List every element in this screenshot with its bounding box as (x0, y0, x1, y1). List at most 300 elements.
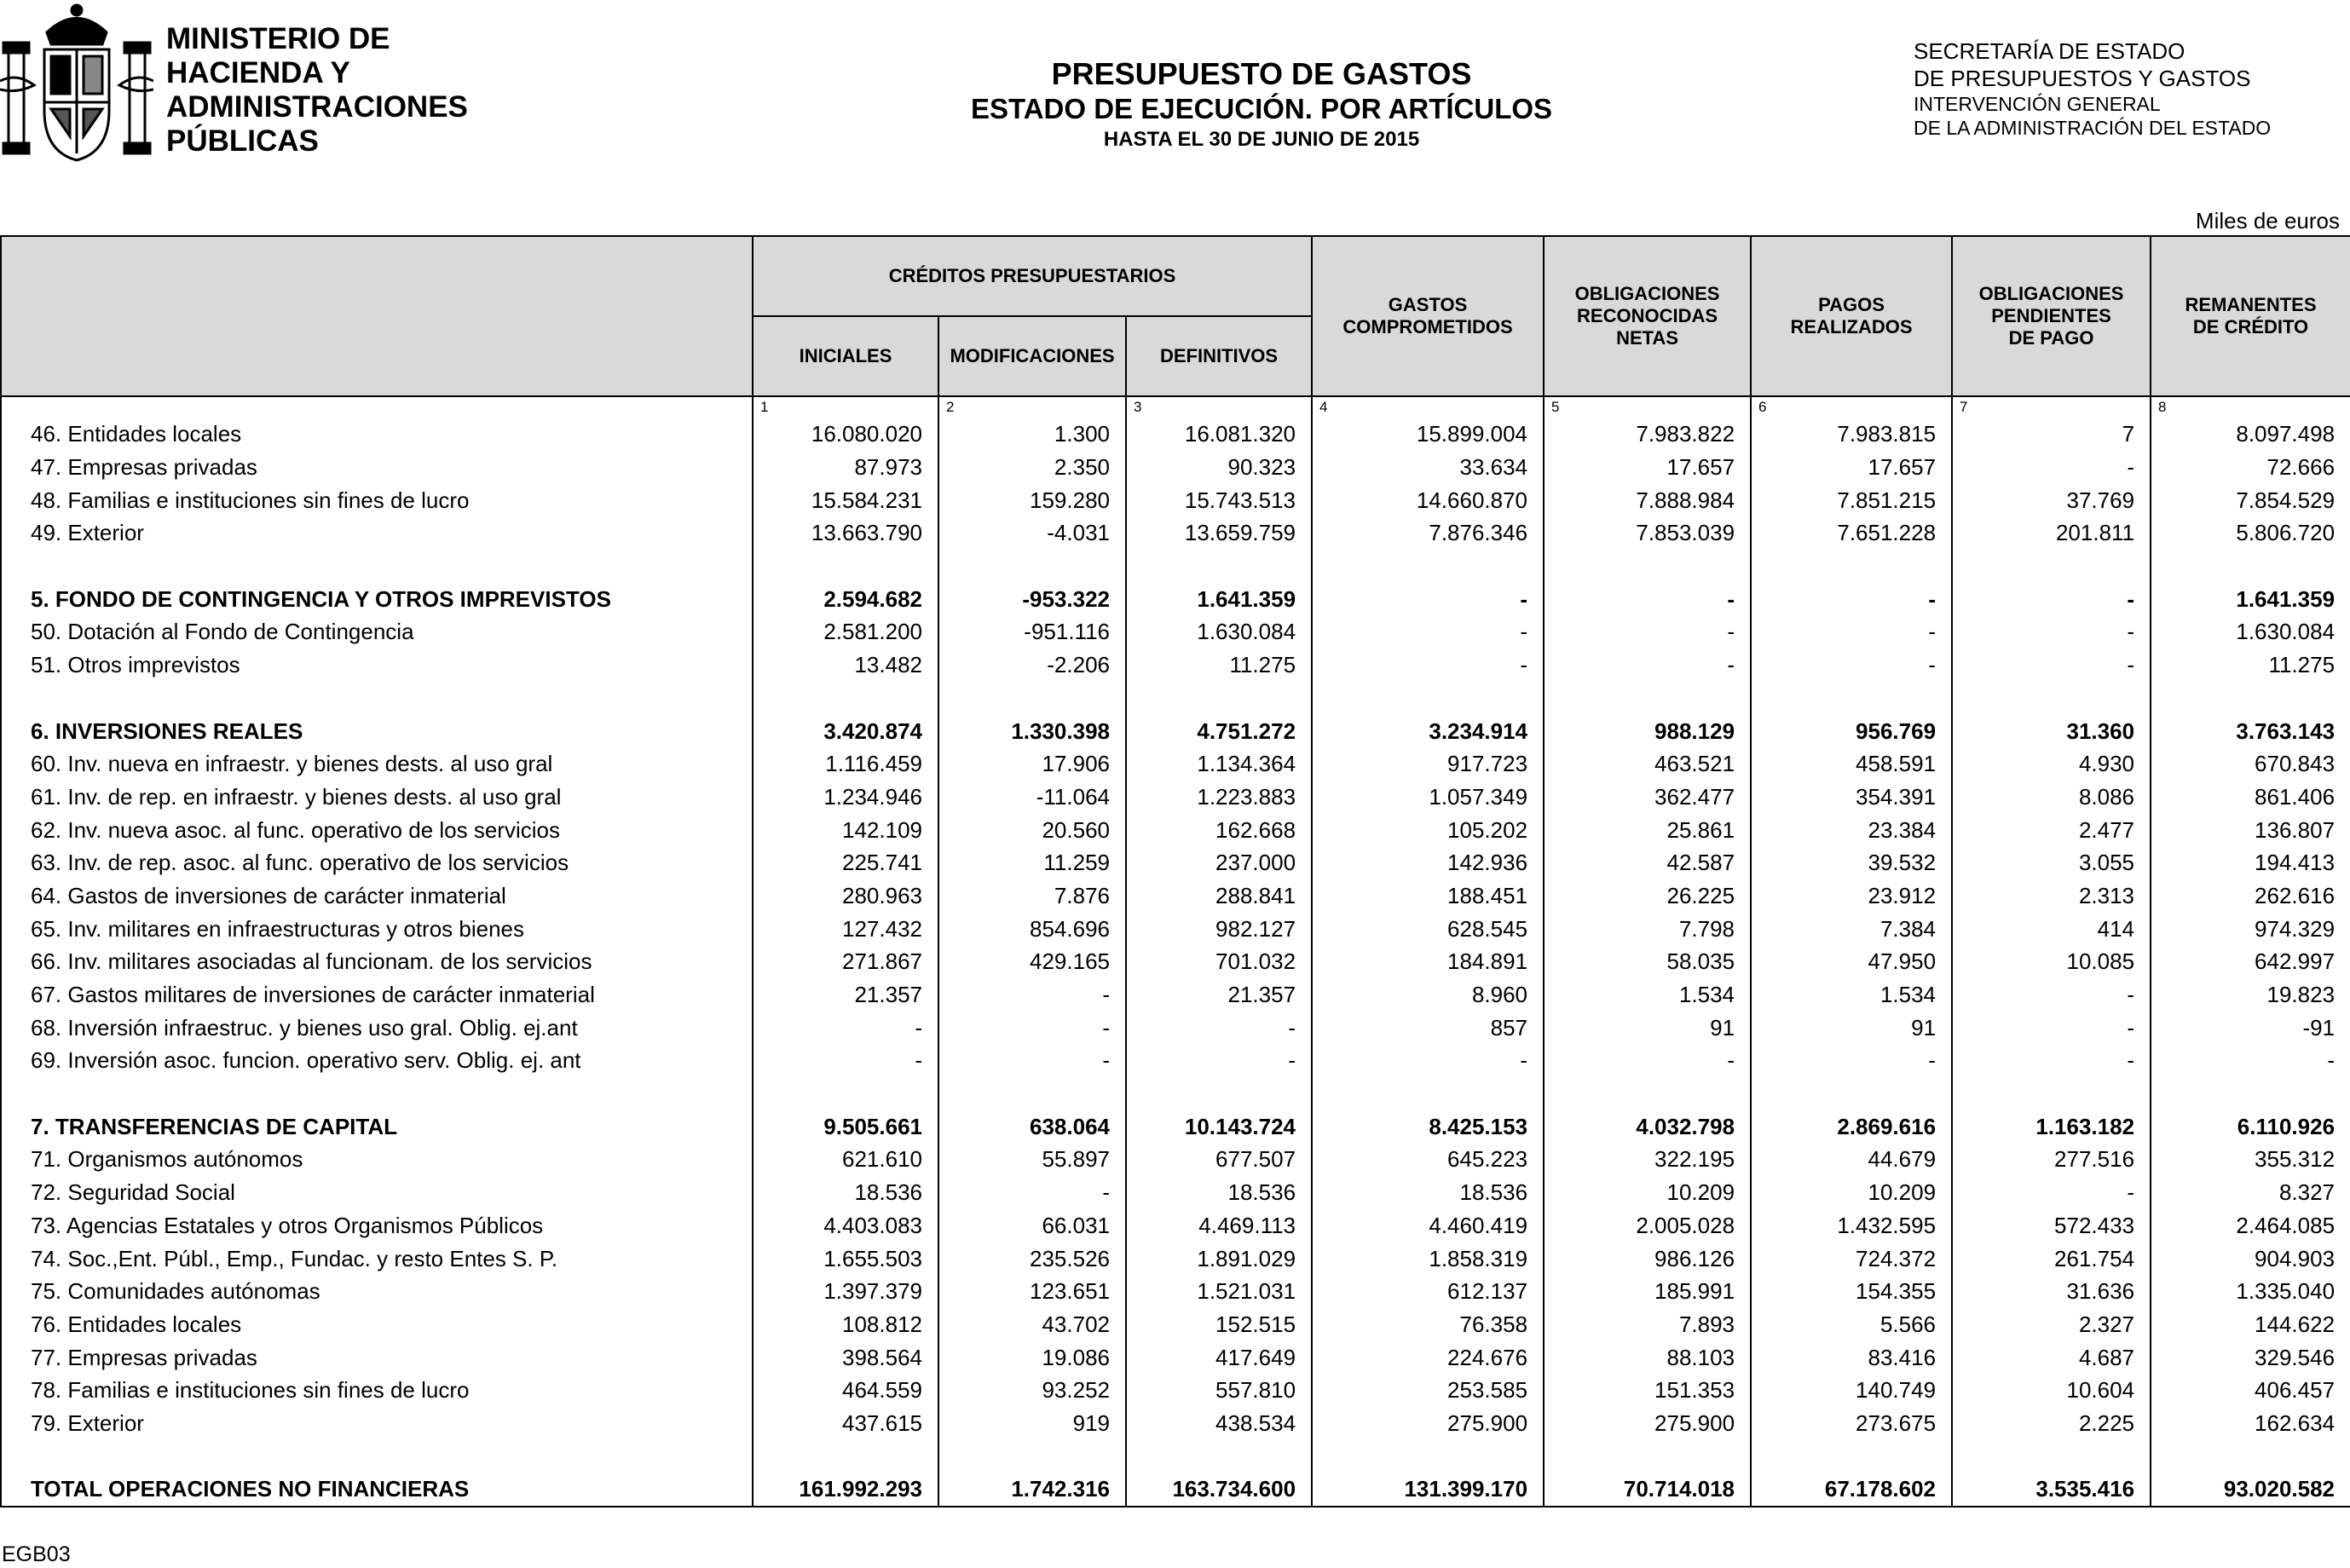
value-cell: 11.259 (938, 846, 1126, 879)
value-cell: 1.534 (1544, 978, 1751, 1012)
value-cell: 3.535.416 (1952, 1473, 2151, 1507)
value-cell: 988.129 (1544, 714, 1751, 747)
value-cell: 10.209 (1751, 1176, 1952, 1209)
value-cell: 66.031 (938, 1209, 1126, 1242)
date-line: HASTA EL 30 DE JUNIO DE 2015 (1103, 128, 1420, 151)
empty-cell (753, 682, 938, 715)
table-row (1, 649, 2350, 682)
value-cell: 974.329 (2151, 912, 2350, 945)
value-cell: 14.660.870 (1312, 483, 1544, 516)
value-cell: 464.559 (753, 1374, 938, 1407)
column-number: 4 (1312, 396, 1544, 418)
row-label: 51. Otros imprevistos (1, 649, 753, 682)
row-label: 5. FONDO DE CONTINGENCIA Y OTROS IMPREVISTOS (1, 582, 753, 615)
creditos-group-header: CRÉDITOS PRESUPUESTARIOS (753, 236, 1312, 316)
value-cell: 161.992.293 (753, 1473, 938, 1507)
value-cell: 4.469.113 (1126, 1209, 1312, 1242)
footer-code: EGB03 (2, 1542, 71, 1566)
value-cell: - (1312, 649, 1544, 682)
value-cell: 724.372 (1751, 1242, 1952, 1275)
value-cell: 93.020.582 (2151, 1473, 2350, 1507)
value-cell: 621.610 (753, 1143, 938, 1176)
value-cell: 1.432.595 (1751, 1209, 1952, 1242)
table-row (1, 747, 2350, 781)
table-row (1, 451, 2350, 484)
value-cell: 280.963 (753, 879, 938, 913)
value-cell: 438.534 (1126, 1407, 1312, 1440)
value-cell: 7.854.529 (2151, 483, 2350, 516)
row-label: 64. Gastos de inversiones de carácter inmaterial (1, 879, 753, 913)
value-cell: 612.137 (1312, 1275, 1544, 1308)
value-cell: 8.425.153 (1312, 1110, 1544, 1143)
value-cell: 4.460.419 (1312, 1209, 1544, 1242)
value-cell: -951.116 (938, 615, 1126, 649)
value-cell: 670.843 (2151, 747, 2350, 781)
value-cell: 17.657 (1751, 451, 1952, 484)
empty-cell (1312, 682, 1544, 715)
value-cell: 42.587 (1544, 846, 1751, 879)
value-cell: 105.202 (1312, 813, 1544, 846)
value-cell: 13.659.759 (1126, 516, 1312, 550)
value-cell: 398.564 (753, 1340, 938, 1374)
empty-cell (1751, 1439, 1952, 1473)
column-number: 8 (2151, 396, 2350, 418)
value-cell: 43.702 (938, 1308, 1126, 1341)
table-row (1, 1407, 2350, 1440)
ministry-line: ADMINISTRACIONES (166, 90, 468, 124)
value-cell: 7.651.228 (1751, 516, 1952, 550)
modificaciones-header: MODIFICACIONES (938, 316, 1126, 396)
empty-cell (1544, 550, 1751, 583)
value-cell: 18.536 (1312, 1176, 1544, 1209)
value-cell: -953.322 (938, 582, 1126, 615)
value-cell: - (938, 1011, 1126, 1044)
value-cell: 10.604 (1952, 1374, 2151, 1407)
value-cell: 159.280 (938, 483, 1126, 516)
empty-cell (1, 1439, 753, 1473)
value-cell: 2.581.200 (753, 615, 938, 649)
value-cell: 16.080.020 (753, 418, 938, 451)
row-label: 46. Entidades locales (1, 418, 753, 451)
remanentes-header: REMANENTES DE CRÉDITO (2151, 236, 2350, 396)
value-cell: 201.811 (1952, 516, 2151, 550)
row-label: 49. Exterior (1, 516, 753, 550)
table-row (1, 1011, 2350, 1044)
value-cell: 11.275 (1126, 649, 1312, 682)
row-label: 48. Familias e instituciones sin fines de lucro (1, 483, 753, 516)
value-cell: 414 (1952, 912, 2151, 945)
secretariat-block (1914, 37, 2271, 140)
value-cell: 18.536 (1126, 1176, 1312, 1209)
value-cell: 131.399.170 (1312, 1473, 1544, 1507)
value-cell: 17.657 (1544, 451, 1751, 484)
value-cell: 2.350 (938, 451, 1126, 484)
value-cell: 127.432 (753, 912, 938, 945)
row-label: 73. Agencias Estatales y otros Organismos Públicos (1, 1209, 753, 1242)
value-cell: 3.055 (1952, 846, 2151, 879)
value-cell: 7.876.346 (1312, 516, 1544, 550)
table-row (1, 714, 2350, 747)
empty-cell (1312, 1077, 1544, 1110)
ministry-line: PÚBLICAS (166, 124, 319, 158)
value-cell: 1.742.316 (938, 1473, 1126, 1507)
secretariat-line: SECRETARÍA DE ESTADO (1914, 38, 2185, 64)
column-number: 5 (1544, 396, 1751, 418)
value-cell: 406.457 (2151, 1374, 2350, 1407)
empty-cell (1126, 1077, 1312, 1110)
table-row (1, 418, 2350, 451)
table-row (1, 1209, 2350, 1242)
empty-cell (753, 550, 938, 583)
row-label: 71. Organismos autónomos (1, 1143, 753, 1176)
value-cell: 1.641.359 (1126, 582, 1312, 615)
value-cell: - (938, 1044, 1126, 1077)
empty-cell (1751, 682, 1952, 715)
value-cell: 1.655.503 (753, 1242, 938, 1275)
value-cell: 15.899.004 (1312, 418, 1544, 451)
table-row (1, 1044, 2350, 1077)
value-cell: 70.714.018 (1544, 1473, 1751, 1507)
empty-cell (2151, 1077, 2350, 1110)
value-cell: 3.234.914 (1312, 714, 1544, 747)
value-cell: 7.983.815 (1751, 418, 1952, 451)
pendientes-header: OBLIGACIONES PENDIENTES DE PAGO (1952, 236, 2151, 396)
value-cell: - (1751, 582, 1952, 615)
value-cell: 151.353 (1544, 1374, 1751, 1407)
table-row (1, 483, 2350, 516)
value-cell: 10.085 (1952, 945, 2151, 978)
empty-cell (1, 550, 753, 583)
value-cell: 1.335.040 (2151, 1275, 2350, 1308)
empty-cell (1126, 1439, 1312, 1473)
value-cell: 7.853.039 (1544, 516, 1751, 550)
row-label: 7. TRANSFERENCIAS DE CAPITAL (1, 1110, 753, 1143)
column-number-row (1, 396, 2350, 418)
value-cell: 463.521 (1544, 747, 1751, 781)
column-number: 6 (1751, 396, 1952, 418)
value-cell: 144.622 (2151, 1308, 2350, 1341)
value-cell: 1.891.029 (1126, 1242, 1312, 1275)
obligaciones-header: OBLIGACIONES RECONOCIDAS NETAS (1544, 236, 1751, 396)
value-cell: 19.823 (2151, 978, 2350, 1012)
value-cell: 7.851.215 (1751, 483, 1952, 516)
value-cell: 288.841 (1126, 879, 1312, 913)
value-cell: 194.413 (2151, 846, 2350, 879)
table-row (1, 1176, 2350, 1209)
page-title: PRESUPUESTO DE GASTOS (1051, 56, 1472, 91)
table-row (1, 516, 2350, 550)
table-row (1, 945, 2350, 978)
intervention-line: DE LA ADMINISTRACIÓN DEL ESTADO (1914, 117, 2272, 139)
row-label: 60. Inv. nueva en infraestr. y bienes dests. al uso gral (1, 747, 753, 781)
value-cell: - (1544, 1044, 1751, 1077)
value-cell: 854.696 (938, 912, 1126, 945)
value-cell: 33.634 (1312, 451, 1544, 484)
value-cell: 1.641.359 (2151, 582, 2350, 615)
value-cell: 437.615 (753, 1407, 938, 1440)
value-cell: 224.676 (1312, 1340, 1544, 1374)
value-cell: - (1751, 615, 1952, 649)
value-cell: 11.275 (2151, 649, 2350, 682)
value-cell: - (1126, 1011, 1312, 1044)
value-cell: 67.178.602 (1751, 1473, 1952, 1507)
pagos-header: PAGOS REALIZADOS (1751, 236, 1952, 396)
value-cell: 7 (1952, 418, 2151, 451)
value-cell: 20.560 (938, 813, 1126, 846)
row-label: 6. INVERSIONES REALES (1, 714, 753, 747)
empty-cell (753, 1077, 938, 1110)
value-cell: 2.005.028 (1544, 1209, 1751, 1242)
empty-cell (1751, 550, 1952, 583)
value-cell: 355.312 (2151, 1143, 2350, 1176)
value-cell: - (1952, 1176, 2151, 1209)
value-cell: 917.723 (1312, 747, 1544, 781)
value-cell: 142.936 (1312, 846, 1544, 879)
column-number (1, 396, 753, 418)
row-label: 47. Empresas privadas (1, 451, 753, 484)
page-subtitle: ESTADO DE EJECUCIÓN. POR ARTÍCULOS (970, 93, 1553, 124)
table-row (1, 846, 2350, 879)
value-cell: 986.126 (1544, 1242, 1751, 1275)
value-cell: 15.743.513 (1126, 483, 1312, 516)
empty-cell (1544, 682, 1751, 715)
value-cell: -2.206 (938, 649, 1126, 682)
value-cell: 4.687 (1952, 1340, 2151, 1374)
value-cell: 956.769 (1751, 714, 1952, 747)
value-cell: 861.406 (2151, 781, 2350, 814)
value-cell: 8.086 (1952, 781, 2151, 814)
empty-cell (1, 682, 753, 715)
value-cell: 642.997 (2151, 945, 2350, 978)
value-cell: 1.330.398 (938, 714, 1126, 747)
value-cell: 262.616 (2151, 879, 2350, 913)
value-cell: -11.064 (938, 781, 1126, 814)
value-cell: 1.630.084 (1126, 615, 1312, 649)
value-cell: 271.867 (753, 945, 938, 978)
value-cell: 3.763.143 (2151, 714, 2350, 747)
definitivos-header: DEFINITIVOS (1126, 316, 1312, 396)
value-cell: 2.225 (1952, 1407, 2151, 1440)
value-cell: 275.900 (1544, 1407, 1751, 1440)
value-cell: 25.861 (1544, 813, 1751, 846)
row-label: 63. Inv. de rep. asoc. al func. operativo de los servicios (1, 846, 753, 879)
value-cell: 10.209 (1544, 1176, 1751, 1209)
value-cell: -4.031 (938, 516, 1126, 550)
value-cell: - (2151, 1044, 2350, 1077)
value-cell: - (1751, 1044, 1952, 1077)
ministry-name (166, 22, 468, 159)
value-cell: 72.666 (2151, 451, 2350, 484)
row-label: 78. Familias e instituciones sin fines de lucro (1, 1374, 753, 1407)
value-cell: 8.327 (2151, 1176, 2350, 1209)
value-cell: 5.566 (1751, 1308, 1952, 1341)
secretariat-line: DE PRESUPUESTOS Y GASTOS (1914, 66, 2251, 91)
value-cell: 18.536 (753, 1176, 938, 1209)
value-cell: 1.163.182 (1952, 1110, 2151, 1143)
value-cell: 123.651 (938, 1275, 1126, 1308)
value-cell: 15.584.231 (753, 483, 938, 516)
row-label: 76. Entidades locales (1, 1308, 753, 1341)
ministry-line: HACIENDA Y (166, 56, 350, 89)
value-cell: 87.973 (753, 451, 938, 484)
spacer-row (1, 550, 2350, 583)
table-row (1, 781, 2350, 814)
value-cell: - (938, 978, 1126, 1012)
value-cell: 261.754 (1952, 1242, 2151, 1275)
value-cell: 2.313 (1952, 879, 2151, 913)
value-cell: 108.812 (753, 1308, 938, 1341)
value-cell: - (1544, 615, 1751, 649)
value-cell: - (1544, 582, 1751, 615)
value-cell: 1.858.319 (1312, 1242, 1544, 1275)
value-cell: 188.451 (1312, 879, 1544, 913)
title-block (793, 56, 1730, 153)
value-cell: 7.876 (938, 879, 1126, 913)
value-cell: 31.360 (1952, 714, 2151, 747)
value-cell: - (753, 1011, 938, 1044)
row-label: 61. Inv. de rep. en infraestr. y bienes dests. al uso gral (1, 781, 753, 814)
empty-cell (1544, 1077, 1751, 1110)
value-cell: 23.912 (1751, 879, 1952, 913)
value-cell: 47.950 (1751, 945, 1952, 978)
value-cell: 136.807 (2151, 813, 2350, 846)
value-cell: 83.416 (1751, 1340, 1952, 1374)
value-cell: 140.749 (1751, 1374, 1952, 1407)
value-cell: 5.806.720 (2151, 516, 2350, 550)
row-label: 74. Soc.,Ent. Públ., Emp., Fundac. y resto Entes S. P. (1, 1242, 753, 1275)
spacer-row (1, 1077, 2350, 1110)
value-cell: 277.516 (1952, 1143, 2151, 1176)
value-cell: 677.507 (1126, 1143, 1312, 1176)
value-cell: 7.888.984 (1544, 483, 1751, 516)
value-cell: 21.357 (1126, 978, 1312, 1012)
row-label: 62. Inv. nueva asoc. al func. operativo de los servicios (1, 813, 753, 846)
units-label: Miles de euros (2195, 208, 2340, 233)
row-label: 77. Empresas privadas (1, 1340, 753, 1374)
table-row (1, 1110, 2350, 1143)
table-row (1, 1143, 2350, 1176)
table-row (1, 813, 2350, 846)
value-cell: 2.327 (1952, 1308, 2151, 1341)
empty-cell (1952, 550, 2151, 583)
table-row (1, 615, 2350, 649)
value-cell: 857 (1312, 1011, 1544, 1044)
value-cell: 904.903 (2151, 1242, 2350, 1275)
value-cell: - (1952, 1044, 2151, 1077)
value-cell: 88.103 (1544, 1340, 1751, 1374)
value-cell: 919 (938, 1407, 1126, 1440)
value-cell: 37.769 (1952, 483, 2151, 516)
value-cell: 6.110.926 (2151, 1110, 2350, 1143)
value-cell: - (1952, 615, 2151, 649)
value-cell: 23.384 (1751, 813, 1952, 846)
value-cell: -91 (2151, 1011, 2350, 1044)
value-cell: 429.165 (938, 945, 1126, 978)
value-cell: 7.384 (1751, 912, 1952, 945)
value-cell: - (753, 1044, 938, 1077)
row-label: 65. Inv. militares en infraestructuras y otros bienes (1, 912, 753, 945)
value-cell: 55.897 (938, 1143, 1126, 1176)
empty-cell (938, 1439, 1126, 1473)
table-row (1, 1308, 2350, 1341)
value-cell: 163.734.600 (1126, 1473, 1312, 1507)
value-cell: 1.534 (1751, 978, 1952, 1012)
value-cell: 1.234.946 (753, 781, 938, 814)
empty-cell (1126, 682, 1312, 715)
value-cell: - (1952, 1011, 2151, 1044)
value-cell: - (1312, 1044, 1544, 1077)
value-cell: 26.225 (1544, 879, 1751, 913)
value-cell: 4.032.798 (1544, 1110, 1751, 1143)
empty-cell (2151, 1439, 2350, 1473)
value-cell: 1.057.349 (1312, 781, 1544, 814)
value-cell: 2.869.616 (1751, 1110, 1952, 1143)
empty-cell (1, 1077, 753, 1110)
value-cell: 701.032 (1126, 945, 1312, 978)
value-cell: 162.668 (1126, 813, 1312, 846)
row-label: 66. Inv. militares asociadas al funcionam. de los servicios (1, 945, 753, 978)
column-number: 1 (753, 396, 938, 418)
value-cell: 185.991 (1544, 1275, 1751, 1308)
column-number: 7 (1952, 396, 2151, 418)
coat-of-arms-icon (0, 0, 153, 170)
value-cell: 7.983.822 (1544, 418, 1751, 451)
value-cell: 329.546 (2151, 1340, 2350, 1374)
table-row (1, 582, 2350, 615)
empty-cell (2151, 682, 2350, 715)
value-cell: 2.594.682 (753, 582, 938, 615)
value-cell: 2.464.085 (2151, 1209, 2350, 1242)
value-cell: 572.433 (1952, 1209, 2151, 1242)
empty-cell (1312, 550, 1544, 583)
empty-cell (1952, 682, 2151, 715)
value-cell: 8.097.498 (2151, 418, 2350, 451)
value-cell: 93.252 (938, 1374, 1126, 1407)
value-cell: 10.143.724 (1126, 1110, 1312, 1143)
value-cell: 1.116.459 (753, 747, 938, 781)
table-row (1, 1242, 2350, 1275)
table-row (1, 978, 2350, 1012)
value-cell: 152.515 (1126, 1308, 1312, 1341)
row-label: 75. Comunidades autónomas (1, 1275, 753, 1308)
value-cell: 4.751.272 (1126, 714, 1312, 747)
value-cell: 31.636 (1952, 1275, 2151, 1308)
value-cell: 7.798 (1544, 912, 1751, 945)
gastos-header: GASTOS COMPROMETIDOS (1312, 236, 1544, 396)
value-cell: 8.960 (1312, 978, 1544, 1012)
empty-cell (1126, 550, 1312, 583)
empty-cell (753, 1439, 938, 1473)
value-cell: 21.357 (753, 978, 938, 1012)
value-cell: 4.403.083 (753, 1209, 938, 1242)
empty-cell (1312, 1439, 1544, 1473)
value-cell: - (1952, 582, 2151, 615)
value-cell: 13.482 (753, 649, 938, 682)
row-label: 67. Gastos militares de inversiones de carácter inmaterial (1, 978, 753, 1012)
value-cell: 235.526 (938, 1242, 1126, 1275)
value-cell: 628.545 (1312, 912, 1544, 945)
value-cell: 354.391 (1751, 781, 1952, 814)
empty-cell (2151, 550, 2350, 583)
value-cell: 417.649 (1126, 1340, 1312, 1374)
empty-cell (1751, 1077, 1952, 1110)
value-cell: 142.109 (753, 813, 938, 846)
value-cell: 1.134.364 (1126, 747, 1312, 781)
value-cell: 1.300 (938, 418, 1126, 451)
table-row (1, 1374, 2350, 1407)
value-cell: - (938, 1176, 1126, 1209)
value-cell: 3.420.874 (753, 714, 938, 747)
